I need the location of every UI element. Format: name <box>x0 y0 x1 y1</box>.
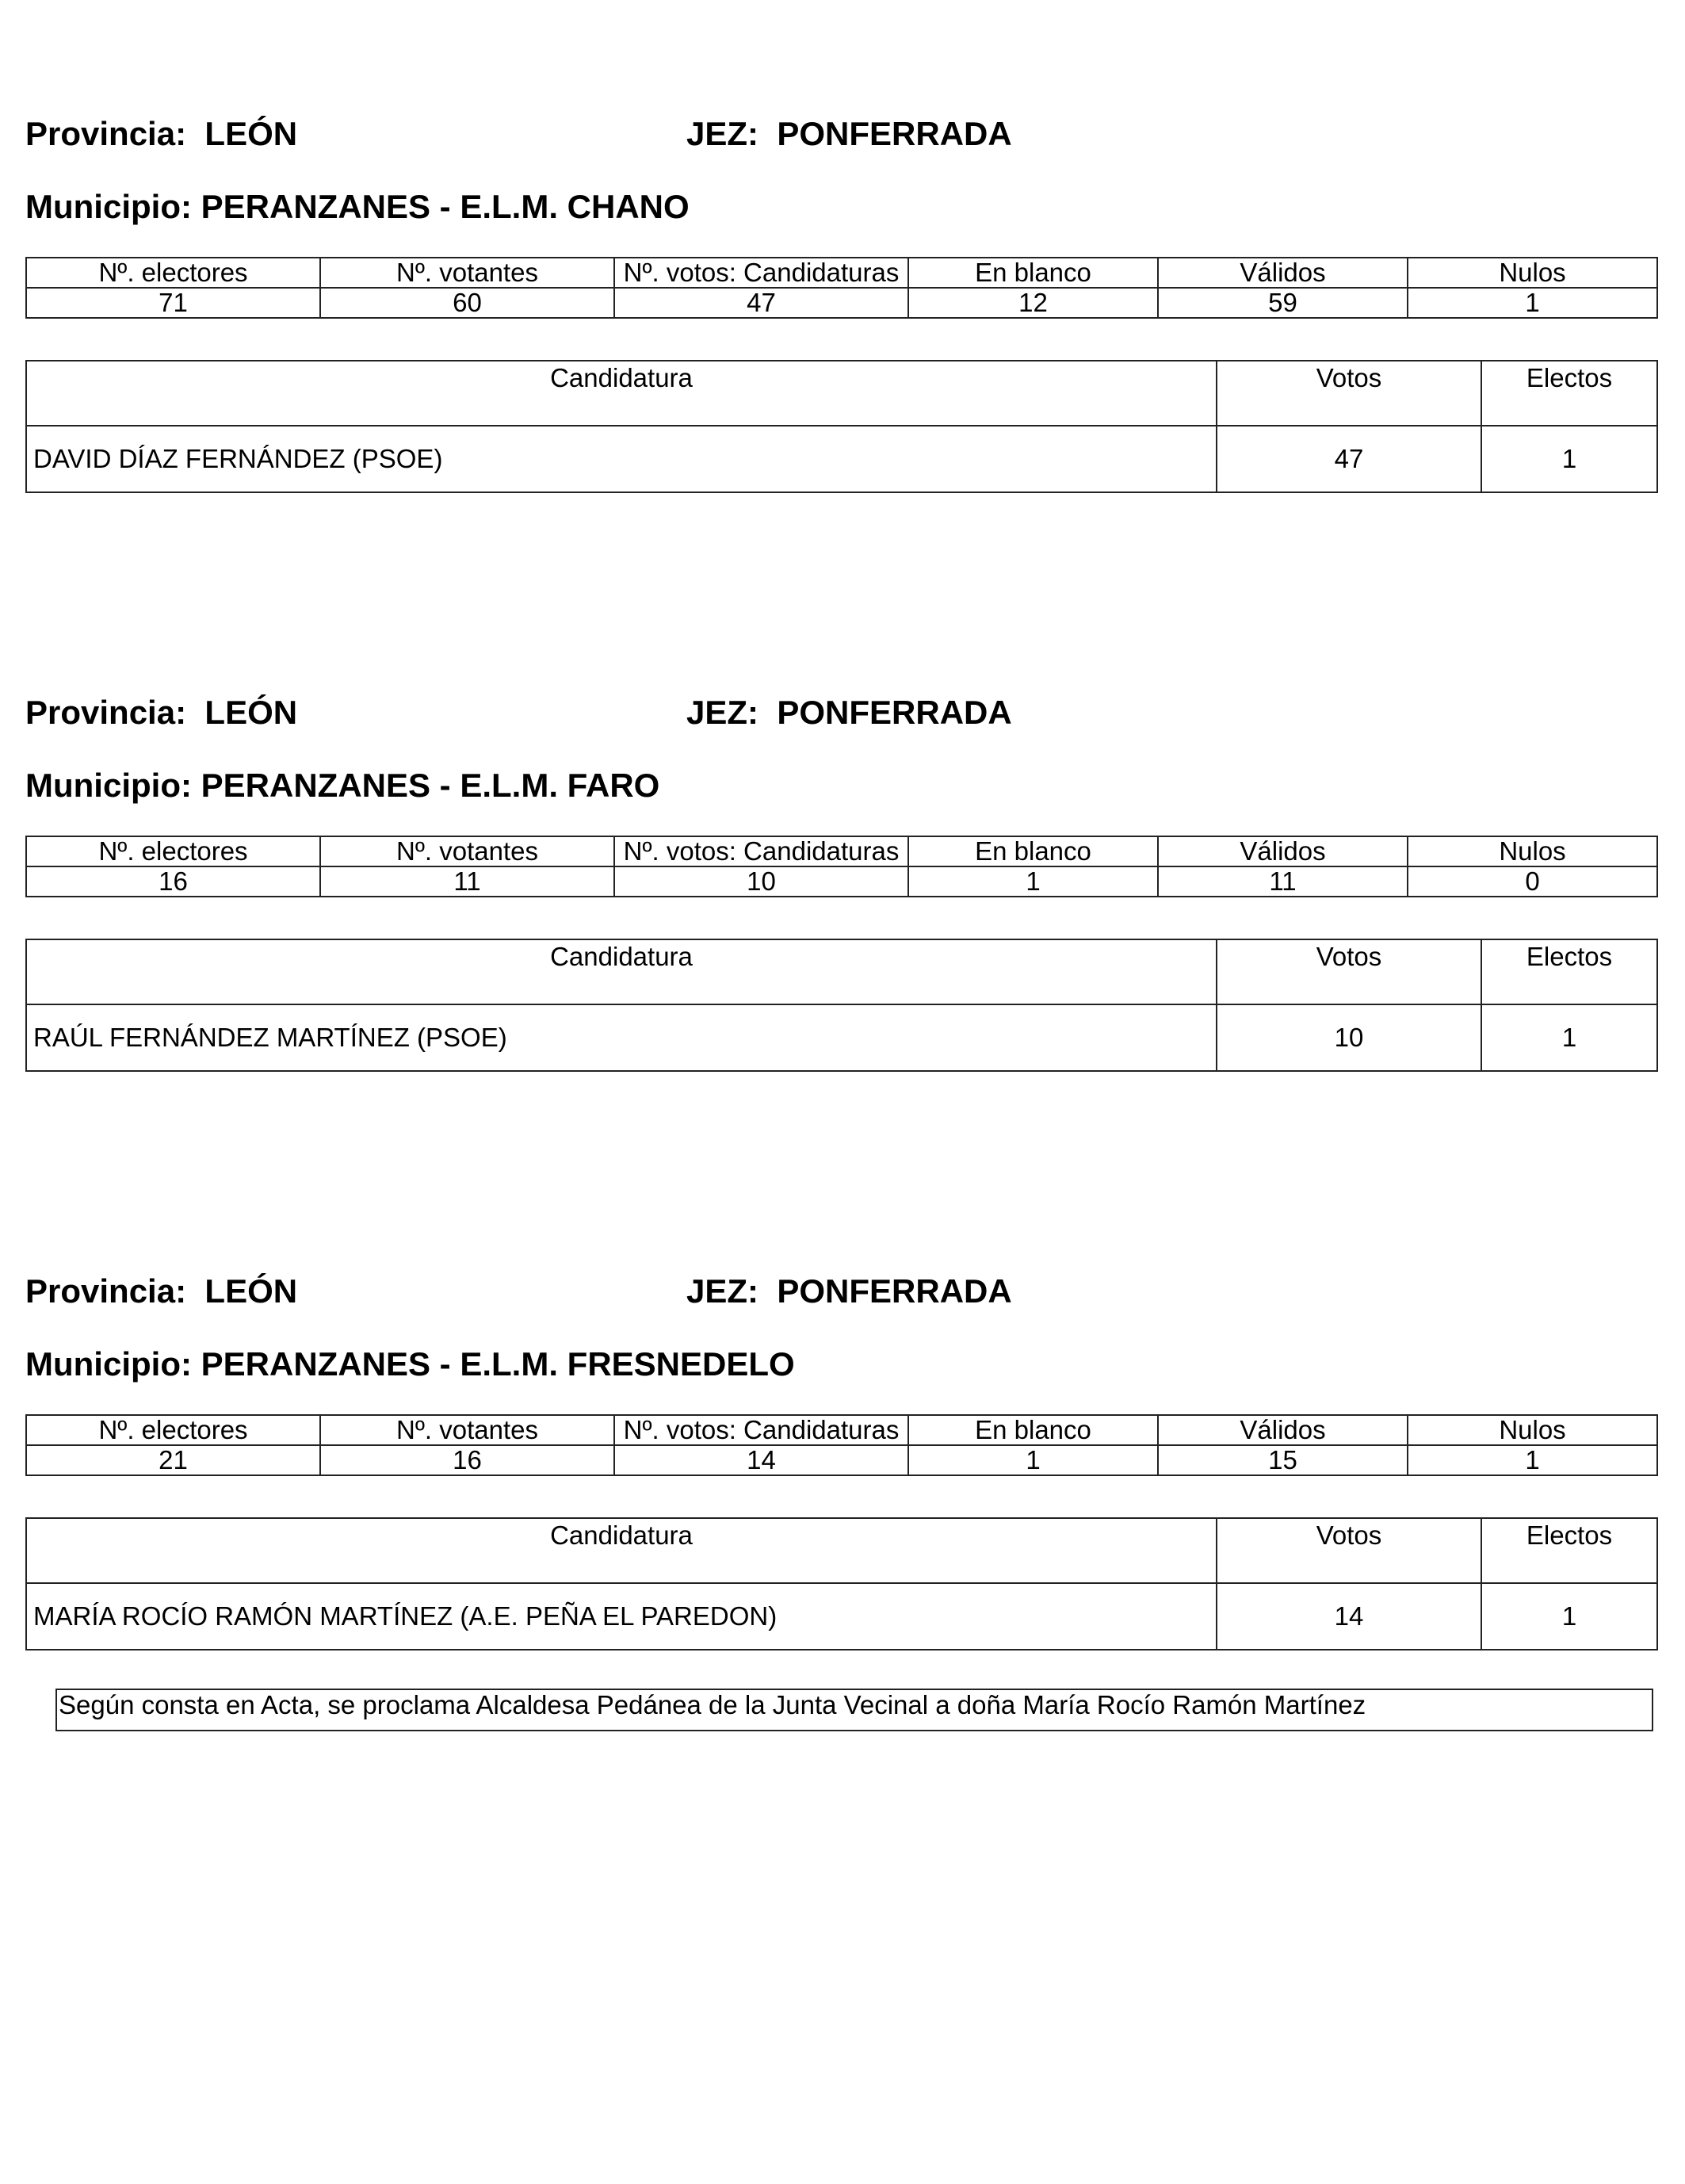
header-electores: Nº. electores <box>26 836 320 866</box>
candidate-electos: 1 <box>1481 1004 1657 1071</box>
municipio-line <box>25 1345 795 1383</box>
provincia-value: LEÓN <box>204 115 298 152</box>
municipio-value: PERANZANES - E.L.M. FRESNEDELO <box>201 1345 795 1383</box>
header-votantes: Nº. votantes <box>320 836 614 866</box>
provincia-line <box>25 1272 298 1310</box>
stats-header-row <box>26 836 1657 866</box>
jez-value: PONFERRADA <box>777 1272 1012 1310</box>
stats-table <box>25 1414 1658 1476</box>
value-en-blanco: 1 <box>908 866 1158 897</box>
candidate-row <box>26 426 1657 492</box>
provincia-line <box>25 696 297 729</box>
provincia-label: Provincia: <box>25 694 187 731</box>
candidate-votos: 14 <box>1217 1583 1481 1650</box>
value-nulos: 0 <box>1408 866 1657 897</box>
header-candidatura: Candidatura <box>26 1518 1217 1583</box>
header-electos: Electos <box>1481 939 1657 1004</box>
value-votantes: 60 <box>320 288 614 318</box>
header-candidatura: Candidatura <box>26 939 1217 1004</box>
municipio-line <box>25 769 659 802</box>
provincia-label: Provincia: <box>25 1272 187 1310</box>
header-votos-candidaturas: Nº. votos: Candidaturas <box>614 258 908 288</box>
header-nulos: Nulos <box>1408 1415 1657 1445</box>
header-votantes: Nº. votantes <box>320 258 614 288</box>
candidate-row <box>26 1004 1657 1071</box>
jez-line <box>686 1272 1012 1310</box>
provincia-label: Provincia: <box>25 115 187 152</box>
jez-label: JEZ: <box>686 115 759 152</box>
jez-label: JEZ: <box>686 694 759 731</box>
provincia-line <box>25 117 297 151</box>
header-validos: Válidos <box>1158 1415 1408 1445</box>
value-votantes: 16 <box>320 1445 614 1475</box>
municipio-line <box>25 190 690 224</box>
header-votos-candidaturas: Nº. votos: Candidaturas <box>614 836 908 866</box>
value-electores: 16 <box>26 866 320 897</box>
jez-line <box>686 696 1012 729</box>
stats-value-row <box>26 866 1657 897</box>
candidates-header-row <box>26 1518 1657 1583</box>
jez-value: PONFERRADA <box>777 115 1012 152</box>
stats-value-row <box>26 1445 1657 1475</box>
candidate-name: MARÍA ROCÍO RAMÓN MARTÍNEZ (A.E. PEÑA EL PAREDON) <box>26 1583 1217 1650</box>
header-en-blanco: En blanco <box>908 1415 1158 1445</box>
candidates-table <box>25 1517 1658 1650</box>
candidate-electos: 1 <box>1481 1583 1657 1650</box>
header-validos: Válidos <box>1158 836 1408 866</box>
candidate-electos: 1 <box>1481 426 1657 492</box>
stats-header-row <box>26 258 1657 288</box>
header-votos: Votos <box>1217 1518 1481 1583</box>
value-validos: 59 <box>1158 288 1408 318</box>
header-nulos: Nulos <box>1408 836 1657 866</box>
candidates-table <box>25 360 1658 493</box>
header-electos: Electos <box>1481 1518 1657 1583</box>
value-en-blanco: 1 <box>908 1445 1158 1475</box>
stats-table <box>25 836 1658 897</box>
stats-header-row <box>26 1415 1657 1445</box>
header-votos: Votos <box>1217 361 1481 426</box>
value-votos-candidaturas: 10 <box>614 866 908 897</box>
value-votos-candidaturas: 14 <box>614 1445 908 1475</box>
header-candidatura: Candidatura <box>26 361 1217 426</box>
header-votos-candidaturas: Nº. votos: Candidaturas <box>614 1415 908 1445</box>
candidates-header-row <box>26 361 1657 426</box>
value-electores: 71 <box>26 288 320 318</box>
jez-line <box>686 117 1012 151</box>
provincia-value: LEÓN <box>204 694 298 731</box>
municipio-label: Municipio: <box>25 188 192 225</box>
municipio-label: Municipio: <box>25 767 192 804</box>
value-votos-candidaturas: 47 <box>614 288 908 318</box>
municipio-value: PERANZANES - E.L.M. FARO <box>201 767 660 804</box>
header-en-blanco: En blanco <box>908 258 1158 288</box>
candidates-table <box>25 939 1658 1072</box>
jez-label: JEZ: <box>686 1272 759 1310</box>
candidate-votos: 47 <box>1217 426 1481 492</box>
header-electores: Nº. electores <box>26 1415 320 1445</box>
candidate-name: RAÚL FERNÁNDEZ MARTÍNEZ (PSOE) <box>26 1004 1217 1071</box>
header-votantes: Nº. votantes <box>320 1415 614 1445</box>
candidate-name: DAVID DÍAZ FERNÁNDEZ (PSOE) <box>26 426 1217 492</box>
candidate-row <box>26 1583 1657 1650</box>
jez-value: PONFERRADA <box>777 694 1012 731</box>
value-validos: 11 <box>1158 866 1408 897</box>
proclamation-note: Según consta en Acta, se proclama Alcaldesa Pedánea de la Junta Vecinal a doña María Rocío Ramón Martínez <box>55 1689 1653 1731</box>
header-validos: Válidos <box>1158 258 1408 288</box>
stats-value-row <box>26 288 1657 318</box>
value-votantes: 11 <box>320 866 614 897</box>
header-votos: Votos <box>1217 939 1481 1004</box>
header-electos: Electos <box>1481 361 1657 426</box>
value-nulos: 1 <box>1408 1445 1657 1475</box>
municipio-label: Municipio: <box>25 1345 192 1383</box>
municipio-value: PERANZANES - E.L.M. CHANO <box>201 188 690 225</box>
candidate-votos: 10 <box>1217 1004 1481 1071</box>
header-electores: Nº. electores <box>26 258 320 288</box>
value-en-blanco: 12 <box>908 288 1158 318</box>
value-validos: 15 <box>1158 1445 1408 1475</box>
stats-table <box>25 257 1658 319</box>
value-electores: 21 <box>26 1445 320 1475</box>
value-nulos: 1 <box>1408 288 1657 318</box>
header-en-blanco: En blanco <box>908 836 1158 866</box>
provincia-value: LEÓN <box>204 1272 298 1310</box>
candidates-header-row <box>26 939 1657 1004</box>
header-nulos: Nulos <box>1408 258 1657 288</box>
